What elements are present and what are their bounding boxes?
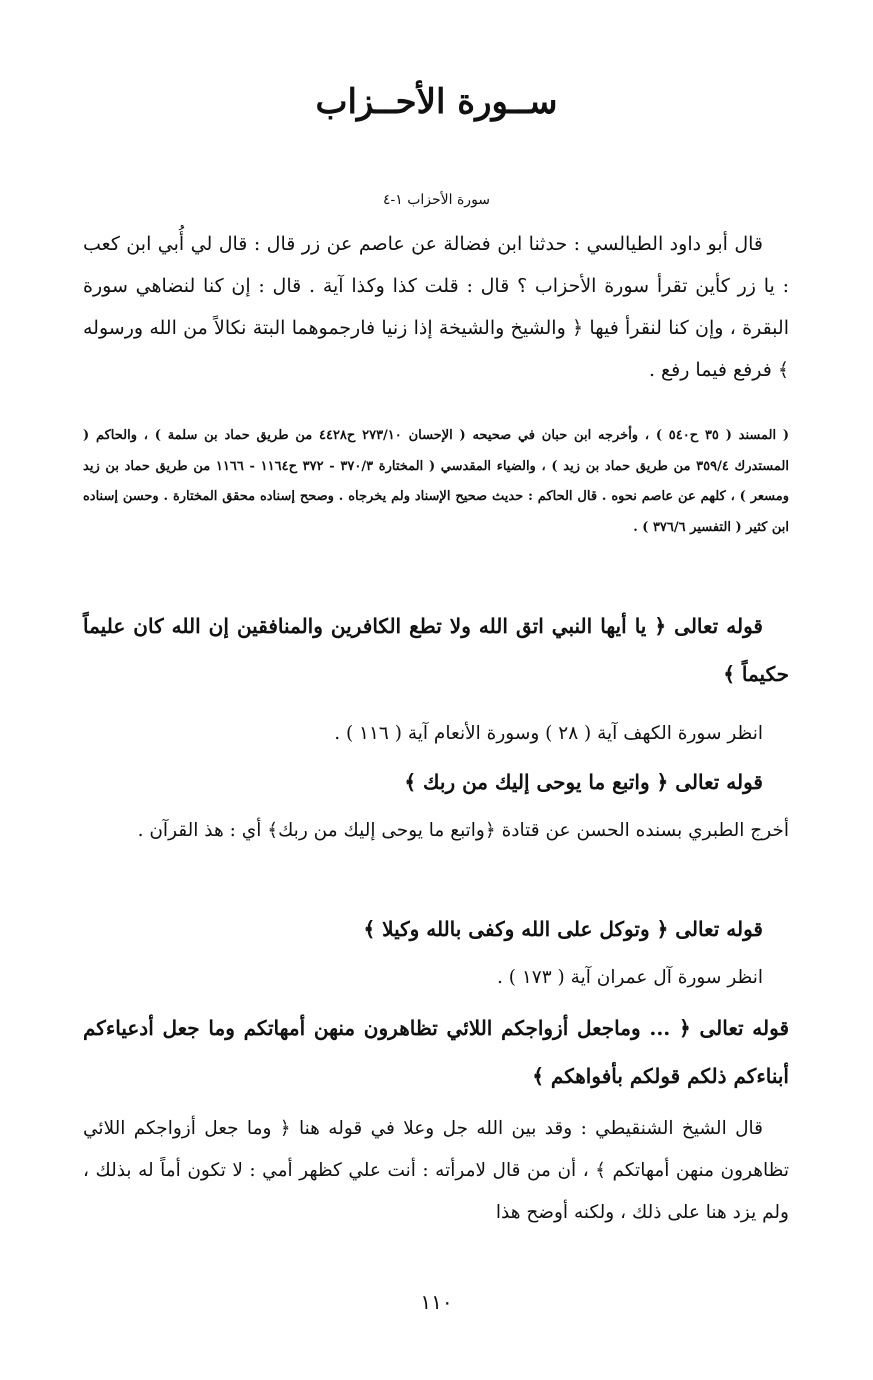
commentary-text: أخرج الطبري بسنده الحسن عن قتادة ﴿واتبع ما يوحى إليك من ربك﴾ أي : هذ القرآن . bbox=[137, 820, 789, 841]
commentary-paragraph bbox=[83, 957, 789, 999]
commentary-paragraph bbox=[83, 713, 789, 755]
verse-text: قوله تعالى ﴿ ... وماجعل أزواجكم اللائي تظاهرون منهن أمهاتكم وما جعل أدعياءكم أبناءكم ذلكم قولكم بأفواهكم ﴾ bbox=[83, 1016, 789, 1088]
verse-heading bbox=[83, 758, 789, 806]
verse-text: قوله تعالى ﴿ وتوكل على الله وكفى بالله وكيلا ﴾ bbox=[363, 917, 763, 941]
section-subheading: سورة الأحزاب ١-٤ bbox=[382, 192, 491, 208]
verse-text: قوله تعالى ﴿ واتبع ما يوحى إليك من ربك ﴾ bbox=[404, 770, 763, 794]
verse-heading bbox=[83, 602, 789, 698]
verse-heading bbox=[83, 905, 789, 953]
page-number: ١١٠ bbox=[420, 1290, 453, 1314]
hadith-reference bbox=[83, 421, 789, 543]
verse-text: قوله تعالى ﴿ يا أيها النبي اتق الله ولا تطع الكافرين والمنافقين إن الله كان عليماً حكيماً ﴾ bbox=[83, 614, 789, 686]
narration-text: قال أبو داود الطيالسي : حدثنا ابن فضالة عن عاصم عن زر قال : قال لي أُبي ابن كعب : يا زر كأين تقرأ سورة الأحزاب ؟ قال : قلت كذا وكذا آية . قال : إن كنا لنضاهي سورة البقرة ، وإن كنا لنقرأ فيها ﴿ والشيخ والشيخة إذا زنيا فارجموهما البتة نكالاً من الله ورسوله ﴾ فرفع فيما رفع . bbox=[83, 233, 789, 381]
commentary-text: انظر سورة آل عمران آية ( ١٧٣ ) . bbox=[497, 967, 763, 988]
commentary-paragraph bbox=[83, 1108, 789, 1234]
surah-title: ســورة الأحــزاب bbox=[315, 82, 558, 122]
commentary-text: قال الشيخ الشنقيطي : وقد بين الله جل وعلا في قوله هنا ﴿ وما جعل أزواجكم اللائي تظاهرون منهن أمهاتكم ﴾ ، أن من قال لامرأته : أنت علي كظهر أمي : لا تكون أماً له بذلك ، ولم يزد هنا على ذلك ، ولكنه أوضح هذا bbox=[83, 1118, 789, 1223]
verse-heading bbox=[83, 1004, 789, 1100]
commentary-paragraph bbox=[83, 810, 789, 852]
commentary-text: انظر سورة الكهف آية ( ٢٨ ) وسورة الأنعام آية ( ١١٦ ) . bbox=[334, 723, 763, 744]
narration-paragraph bbox=[83, 223, 789, 391]
reference-text: ( المسند ( ٣٥ ح٥٤٠ ) ، وأخرجه ابن حبان في صحيحه ( الإحسان ٢٧٣/١٠ ح٤٤٢٨ من طريق حماد بن سلمة ) ، والحاكم ( المستدرك ٣٥٩/٤ من طريق حماد بن زيد ) ، والضياء المقدسي ( المختارة ٣٧٠/٣ - ٣٧٢ ح١١٦٤ - ١١٦٦ من طريق حماد بن زيد ومسعر ) ، كلهم عن عاصم نحوه . قال الحاكم : حديث صحيح الإسناد ولم يخرجاه . وصحح إسناده محقق المختارة . وحسن إسناده ابن كثير ( التفسير ٣٧٦/٦ ) . bbox=[83, 428, 790, 535]
